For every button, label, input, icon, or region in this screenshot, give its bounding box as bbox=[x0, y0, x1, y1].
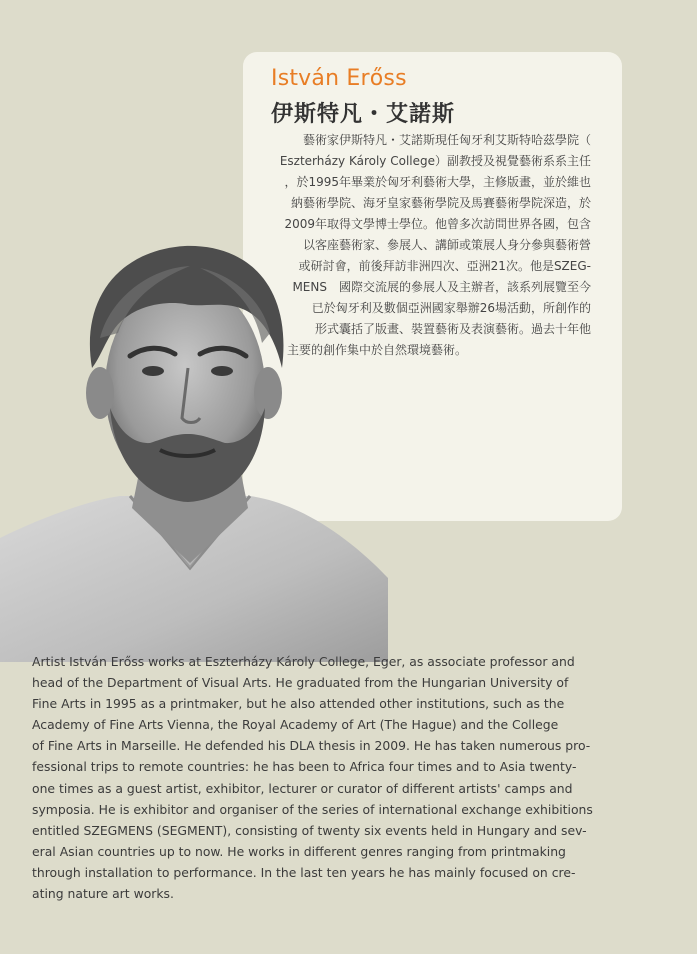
zh-bio-line: 或研討會，前後拜訪非洲四次、亞洲21次。他是SZEG- bbox=[298, 259, 591, 273]
en-bio-line: symposia. He is exhibitor and organiser of the series of international exchange exhibitions bbox=[32, 801, 593, 817]
artist-name-english: István Erőss bbox=[271, 66, 407, 91]
zh-bio-line: 已於匈牙利及數個亞洲國家舉辦26場活動，所創作的 bbox=[311, 301, 591, 315]
en-bio-line: entitled SZEGMENS (SEGMENT), consisting of twenty six events held in Hungary and sev- bbox=[32, 822, 587, 838]
zh-bio-line: 形式囊括了版畫、裝置藝術及表演藝術。過去十年他 bbox=[314, 322, 591, 336]
en-bio-line: one times as a guest artist, exhibitor, lecturer or curator of different artists' camps and bbox=[32, 780, 573, 796]
zh-bio-line: 以客座藝術家、參展人、講師或策展人身分參與藝術營 bbox=[302, 238, 591, 252]
en-bio-line: fessional trips to remote countries: he has been to Africa four times and to Asia twenty- bbox=[32, 759, 577, 775]
zh-bio-line: Eszterházy Károly College）副教授及視覺藝術系系主任 bbox=[279, 154, 591, 168]
zh-bio-line: 2009年取得文學博士學位。他曾多次訪問世界各國，包含 bbox=[284, 217, 591, 231]
en-bio-line: ating nature art works. bbox=[32, 886, 174, 902]
zh-bio-line: 納藝術學院、海牙皇家藝術學院及馬賽藝術學院深造，於 bbox=[290, 196, 591, 210]
english-biography bbox=[32, 651, 593, 904]
artist-name-chinese: 伊斯特凡・艾諾斯 bbox=[271, 102, 456, 127]
artist-portrait-photo bbox=[0, 238, 388, 662]
en-bio-line: of Fine Arts in Marseille. He defended his DLA thesis in 2009. He has taken numerous pro- bbox=[32, 738, 591, 754]
en-bio-line: head of the Department of Visual Arts. He graduated from the Hungarian University of bbox=[32, 675, 569, 691]
zh-bio-line: ，於1995年畢業於匈牙利藝術大學，主修版畫，並於維也 bbox=[284, 175, 591, 189]
en-bio-line: Artist István Erőss works at Eszterházy Károly College, Eger, as associate professor and bbox=[32, 654, 575, 669]
zh-bio-line: MENS 國際交流展的參展人及主辦者，該系列展覽至今 bbox=[292, 280, 591, 294]
en-bio-line: Academy of Fine Arts Vienna, the Royal Academy of Art (The Hague) and the College bbox=[32, 717, 559, 733]
zh-bio-line: 藝術家伊斯特凡・艾諾斯現任匈牙利艾斯特哈茲學院（ bbox=[302, 133, 591, 147]
en-bio-line: Fine Arts in 1995 as a printmaker, but he also attended other institutions, such as the bbox=[32, 696, 565, 712]
en-bio-line: eral Asian countries up to now. He works in different genres ranging from printmaking bbox=[32, 843, 566, 859]
zh-bio-line: 主要的創作集中於自然環境藝術。 bbox=[287, 343, 468, 357]
en-bio-line: through installation to performance. In the last ten years he has mainly focused on cre- bbox=[32, 864, 576, 880]
